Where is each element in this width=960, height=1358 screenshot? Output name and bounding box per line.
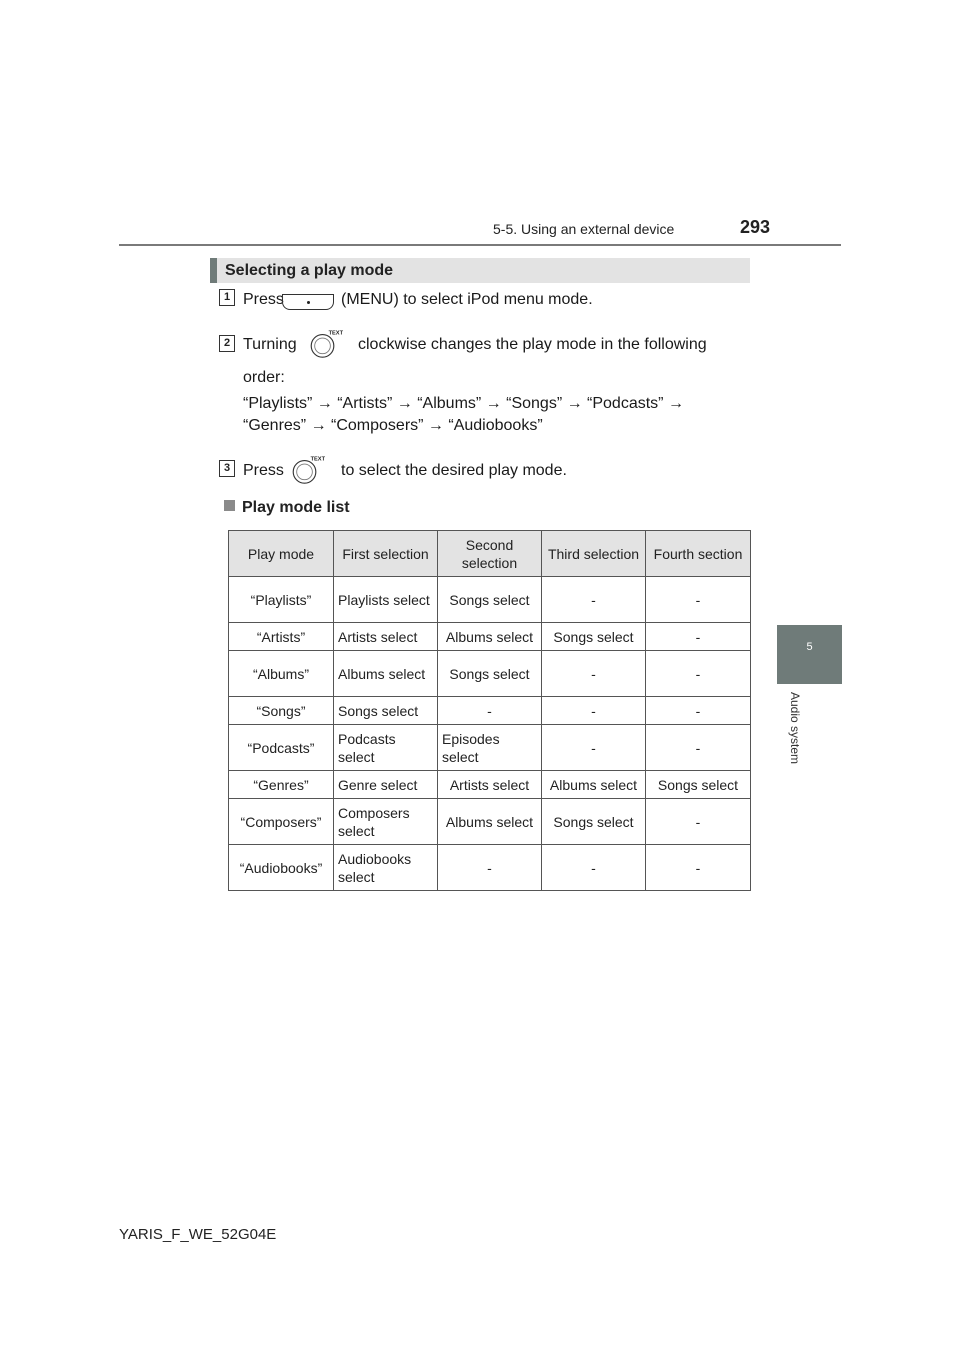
table-cell: - [646,697,751,725]
table-row [229,623,751,651]
menu-button-dot [307,301,310,304]
play-mode-table [228,530,751,891]
page-number: 293 [740,217,771,237]
step-2-text-after: clockwise changes the play mode in the following [358,336,707,353]
header-divider [119,244,841,246]
table-header-row [229,531,751,577]
play-mode-list-title: Play mode list [242,499,350,516]
header-fourth-section: Fourth section [646,531,751,577]
table-cell: - [542,697,646,725]
table-cell: “Genres” [229,771,334,799]
table-cell: “Playlists” [229,577,334,623]
play-mode-sequence-line-2: “Genres” → “Composers” → “Audiobooks” [243,417,543,434]
chapter-tab: 5 [777,625,842,684]
table-row [229,651,751,697]
section-heading: Selecting a play mode [210,258,750,283]
table-cell: Audiobooks select [334,845,438,891]
text-knob-icon [306,325,346,365]
table-cell: - [646,725,751,771]
table-cell: “Albums” [229,651,334,697]
header-play-mode: Play mode [229,531,334,577]
table-row [229,577,751,623]
step-3-text-before: Press [243,462,284,479]
table-row [229,725,751,771]
table-cell: “Composers” [229,799,334,845]
step-1-text-after: (MENU) to select iPod menu mode. [341,291,593,308]
table-cell: - [646,623,751,651]
table-cell: - [646,799,751,845]
table-cell: - [646,845,751,891]
table-cell: “Artists” [229,623,334,651]
table-cell: Artists select [438,771,542,799]
table-cell: Songs select [646,771,751,799]
header-second-selection: Second selection [438,531,542,577]
step-1-text-before: Press [243,291,284,308]
chapter-title: Audio system [788,692,802,765]
table-cell: Albums select [438,623,542,651]
text-knob-icon [288,451,328,491]
step-2-continuation: order: [243,369,285,386]
document-code: YARIS_F_WE_52G04E [119,1226,277,1243]
table-cell: “Podcasts” [229,725,334,771]
square-bullet-icon [224,500,235,511]
table-cell: “Songs” [229,697,334,725]
table-cell: Songs select [438,577,542,623]
table-cell: Genre select [334,771,438,799]
table-cell: - [542,577,646,623]
knob-text-label: TEXT [310,456,326,463]
table-cell: - [438,697,542,725]
header-first-selection: First selection [334,531,438,577]
table-row [229,771,751,799]
step-3-text-after: to select the desired play mode. [341,462,567,479]
table-cell: Songs select [334,697,438,725]
play-mode-list-heading [224,499,350,517]
table-cell: Composers select [334,799,438,845]
table-cell: - [646,651,751,697]
table-cell: Albums select [334,651,438,697]
table-cell: Playlists select [334,577,438,623]
header-third-selection: Third selection [542,531,646,577]
table-cell: Episodes select [438,725,542,771]
table-cell: - [542,725,646,771]
step-number-2: 2 [219,335,235,352]
table-cell: Songs select [438,651,542,697]
table-row [229,697,751,725]
table-row [229,845,751,891]
table-row [229,799,751,845]
step-number-1: 1 [219,289,235,306]
knob-text-label: TEXT [328,330,344,337]
table-cell: “Audiobooks” [229,845,334,891]
table-cell: - [438,845,542,891]
play-mode-sequence-line-1: “Playlists” → “Artists” → “Albums” → “Songs” → “Podcasts” → [243,395,684,412]
table-cell: Podcasts select [334,725,438,771]
table-cell: Albums select [542,771,646,799]
table-cell: - [542,651,646,697]
menu-button-icon [282,294,334,310]
table-cell: - [542,845,646,891]
table-cell: Songs select [542,799,646,845]
header-section-title: 5-5. Using an external device [493,221,675,237]
table-cell: Artists select [334,623,438,651]
table-cell: Songs select [542,623,646,651]
step-number-3: 3 [219,460,235,477]
step-2-text-before: Turning [243,336,297,353]
table-cell: Albums select [438,799,542,845]
table-cell: - [646,577,751,623]
